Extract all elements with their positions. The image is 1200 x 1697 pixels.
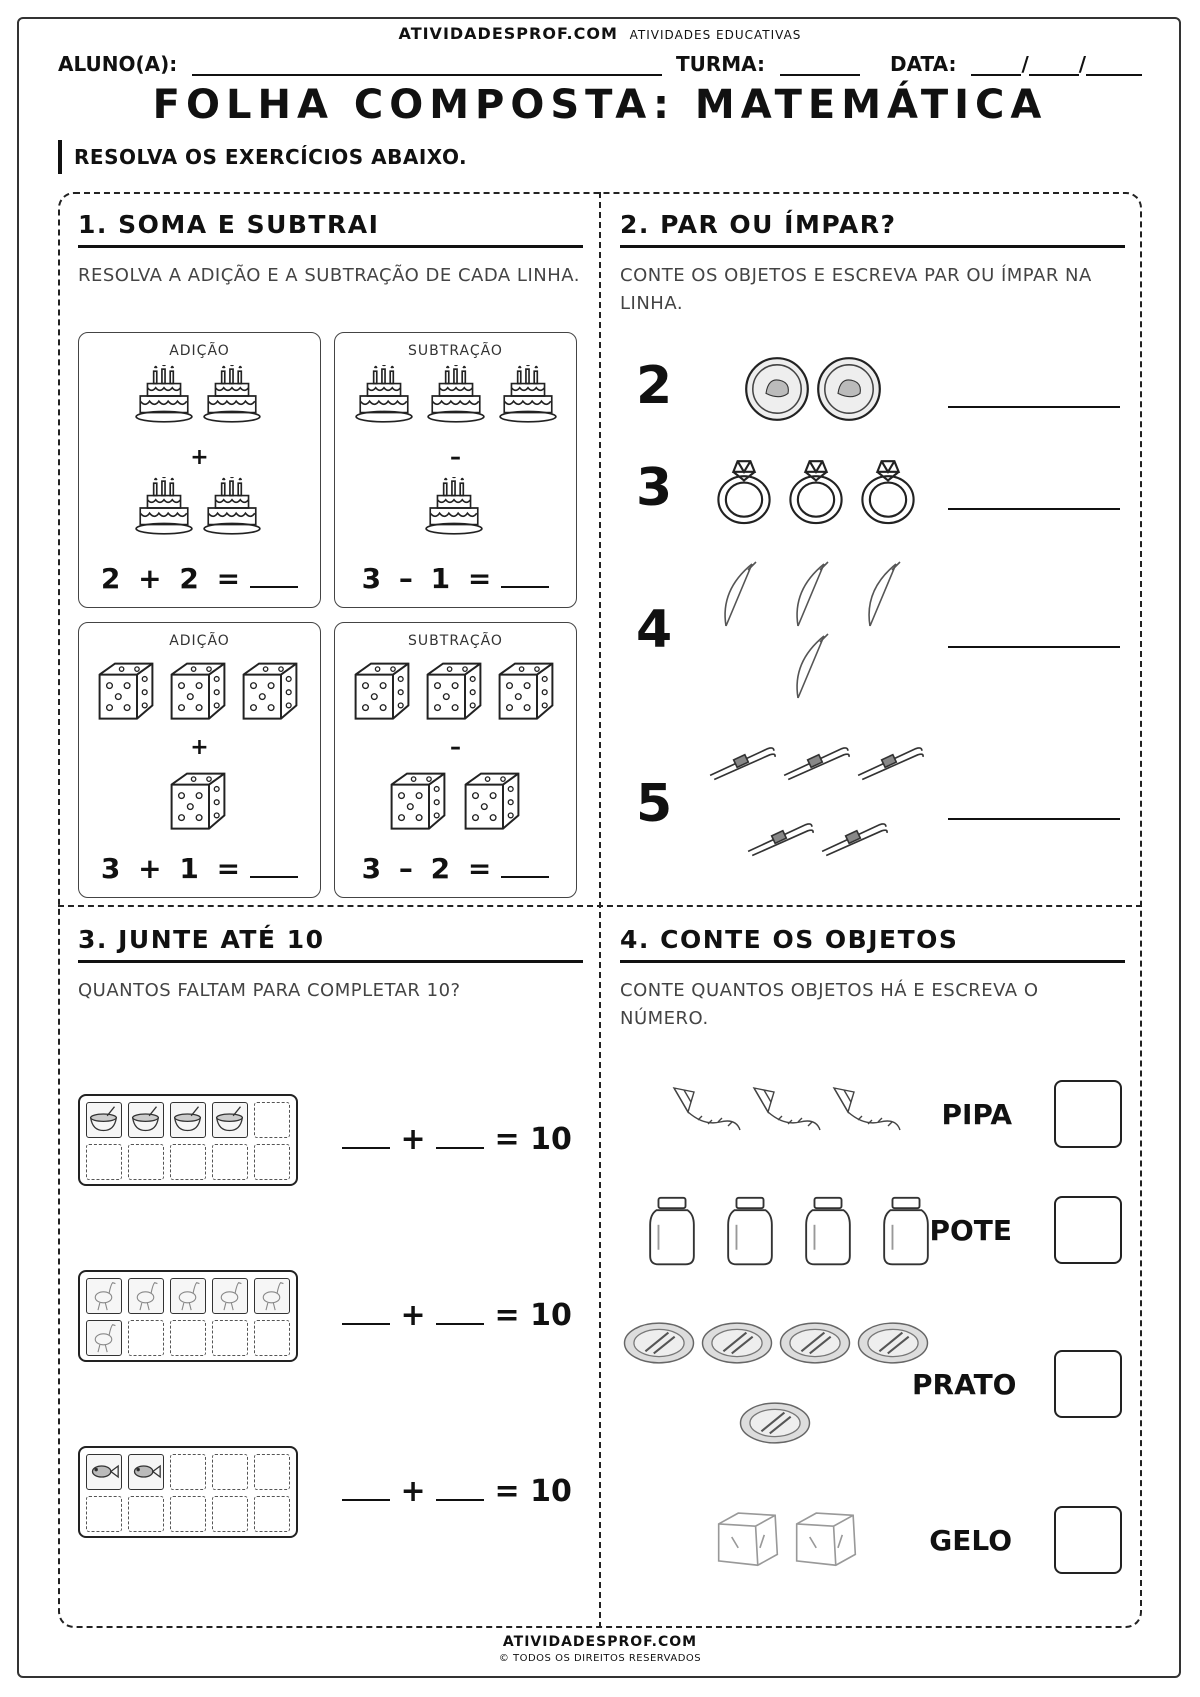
section4-instruction: CONTE QUANTOS OBJETOS HÁ E ESCREVA O NÚMERO. (620, 980, 1039, 1029)
student-name-field[interactable] (58, 52, 662, 76)
jar-icon (806, 1198, 850, 1265)
plate-icon-group (622, 1320, 932, 1450)
student-label: ALUNO(A): (58, 52, 178, 76)
ostrich-icon (87, 1279, 120, 1312)
parity-answer-line[interactable] (948, 646, 1120, 648)
jar-icon (728, 1198, 772, 1265)
answer-blank[interactable] (342, 1499, 390, 1501)
answer-blank[interactable] (436, 1147, 484, 1149)
site-tagline: ATIVIDADES EDUCATIVAS (629, 28, 802, 42)
kite-icon-group (664, 1082, 914, 1148)
sum-box-1 (78, 332, 321, 608)
section4-title: 4. CONTE OS OBJETOS (620, 925, 1125, 963)
equation-text: 3 – 2 = (361, 852, 496, 885)
footer-site: ATIVIDADESPROF.COM (502, 1634, 698, 1650)
class-field[interactable] (676, 52, 860, 76)
empty-cell (254, 1454, 290, 1490)
section3-instruction: QUANTOS FALTAM PARA COMPLETAR 10? (78, 980, 461, 1001)
bow-icon (797, 634, 828, 698)
equation-text: 3 + 1 = (100, 852, 245, 885)
cake-icon-group (423, 477, 489, 547)
sub-box-2 (334, 622, 577, 898)
box-label: SUBTRAÇÃO (408, 633, 503, 649)
page-instruction: RESOLVA OS EXERCÍCIOS ABAIXO. (58, 140, 467, 174)
empty-cell (170, 1496, 206, 1532)
section3-title: 3. JUNTE ATÉ 10 (78, 925, 583, 963)
sub-box-1 (334, 332, 577, 608)
footer-rights: © TODOS OS DIREITOS RESERVADOS (498, 1653, 702, 1664)
empty-cell (128, 1144, 164, 1180)
dice-icon (392, 774, 445, 829)
date-year-line[interactable] (1086, 54, 1142, 76)
count-label: PRATO (912, 1368, 1017, 1401)
sum-equation[interactable] (342, 1122, 572, 1157)
dice-icon-group (349, 657, 565, 727)
horizontal-divider (58, 905, 1142, 907)
empty-cell (212, 1454, 248, 1490)
cake-icon (136, 477, 192, 534)
parity-answer-line[interactable] (948, 406, 1120, 408)
section2-title: 2. PAR OU ÍMPAR? (620, 210, 1125, 248)
parity-answer-line[interactable] (948, 508, 1120, 510)
answer-blank[interactable] (250, 586, 298, 588)
section2-instruction: CONTE OS OBJETOS E ESCREVA PAR OU ÍMPAR NA LINHA. (620, 265, 1092, 314)
ostrich-icon (87, 1321, 120, 1354)
sum-box-2 (78, 622, 321, 898)
dice-icon (100, 664, 153, 719)
operator: – (450, 735, 461, 760)
dice-icon (356, 664, 409, 719)
vertical-divider (599, 192, 601, 1628)
jar-icon-group (646, 1192, 936, 1272)
filled-cell (128, 1278, 164, 1314)
filled-cell (86, 1454, 122, 1490)
plus-sign: + (400, 1474, 426, 1509)
section1 (78, 210, 583, 290)
section1-title: 1. SOMA E SUBTRAI (78, 210, 583, 248)
student-line[interactable] (192, 54, 662, 76)
filled-cell (86, 1278, 122, 1314)
empty-cell (170, 1144, 206, 1180)
ostrich-icon (255, 1279, 288, 1312)
empty-cell (254, 1102, 290, 1138)
equation[interactable] (79, 562, 320, 595)
ring-icon (718, 461, 769, 523)
parity-number: 5 (636, 774, 673, 834)
jar-icon (650, 1198, 694, 1265)
kite-icon (754, 1088, 820, 1130)
parity-answer-line[interactable] (948, 818, 1120, 820)
empty-cell (254, 1144, 290, 1180)
ice-cube-icon (719, 1513, 778, 1565)
kite-icon (674, 1088, 740, 1130)
equals-ten: = 10 (494, 1474, 572, 1509)
section3 (78, 925, 583, 1005)
plate-icon (859, 1323, 928, 1363)
bow-icon (725, 562, 756, 626)
sum-equation[interactable] (342, 1298, 572, 1333)
empty-cell (128, 1496, 164, 1532)
dice-icon (244, 664, 297, 719)
equals-ten: = 10 (494, 1122, 572, 1157)
sum-equation[interactable] (342, 1474, 572, 1509)
ice-cube-icon-group (710, 1504, 870, 1574)
answer-blank[interactable] (436, 1323, 484, 1325)
filled-cell (170, 1278, 206, 1314)
answer-blank[interactable] (501, 876, 549, 878)
dice-icon (172, 774, 225, 829)
bowl-icon (87, 1103, 120, 1136)
empty-cell (212, 1320, 248, 1356)
operator: + (190, 735, 209, 760)
count-label: POTE (929, 1214, 1012, 1247)
bow-icon-group (716, 556, 916, 706)
dice-icon (428, 664, 481, 719)
filled-cell (212, 1278, 248, 1314)
plate-icon (703, 1323, 772, 1363)
cake-icon (204, 477, 260, 534)
section4 (620, 925, 1125, 1033)
coin-icon-group (744, 352, 894, 424)
filled-cell (254, 1278, 290, 1314)
empty-cell (212, 1144, 248, 1180)
site-name: ATIVIDADESPROF.COM (398, 24, 618, 43)
site-header (0, 24, 1200, 43)
box-label: SUBTRAÇÃO (408, 343, 503, 359)
dice-icon (500, 664, 553, 719)
empty-cell (212, 1496, 248, 1532)
coin-icon (818, 358, 880, 420)
cake-icon (428, 365, 484, 422)
fish-icon (129, 1455, 162, 1488)
date-day-line[interactable] (971, 54, 1021, 76)
filled-cell (86, 1102, 122, 1138)
operator: + (190, 445, 209, 470)
empty-cell (170, 1320, 206, 1356)
fish-icon (87, 1455, 120, 1488)
cake-icon-group (353, 365, 563, 435)
dice-icon-group (385, 767, 529, 837)
date-label: DATA: (890, 52, 957, 76)
parity-number: 4 (636, 600, 673, 660)
answer-blank[interactable] (436, 1499, 484, 1501)
cake-icon (204, 365, 260, 422)
equation-text: 2 + 2 = (100, 562, 245, 595)
ski-icon (784, 748, 849, 780)
date-sep-1: / (1021, 52, 1029, 76)
ten-frame (78, 1094, 298, 1186)
dice-icon-group (93, 657, 309, 727)
empty-cell (254, 1496, 290, 1532)
equation[interactable] (335, 852, 576, 885)
equals-ten: = 10 (494, 1298, 572, 1333)
ostrich-icon (213, 1279, 246, 1312)
empty-cell (128, 1320, 164, 1356)
empty-cell (86, 1496, 122, 1532)
answer-blank[interactable] (250, 876, 298, 878)
filled-cell (128, 1102, 164, 1138)
operator: – (450, 445, 461, 470)
bow-icon (797, 562, 828, 626)
filled-cell (128, 1454, 164, 1490)
count-answer-box[interactable] (1054, 1196, 1122, 1264)
equation[interactable] (79, 852, 320, 885)
plus-sign: + (400, 1298, 426, 1333)
cake-icon-group (133, 477, 263, 547)
class-line[interactable] (780, 54, 860, 76)
section1-instruction: RESOLVA A ADIÇÃO E A SUBTRAÇÃO DE CADA LINHA. (78, 265, 580, 286)
equation-text: 3 – 1 = (361, 562, 496, 595)
ten-frame (78, 1446, 298, 1538)
filled-cell (170, 1102, 206, 1138)
equation[interactable] (335, 562, 576, 595)
answer-blank[interactable] (501, 586, 549, 588)
dice-icon (172, 664, 225, 719)
ski-icon (858, 748, 923, 780)
date-month-line[interactable] (1029, 54, 1079, 76)
section2 (620, 210, 1125, 318)
ring-icon-group (712, 452, 932, 532)
filled-cell (212, 1102, 248, 1138)
page-title: FOLHA COMPOSTA: MATEMÁTICA (152, 82, 1048, 128)
ostrich-icon (129, 1279, 162, 1312)
kite-icon (834, 1088, 900, 1130)
cake-icon (356, 365, 412, 422)
cake-icon (136, 365, 192, 422)
dice-icon-group (165, 767, 235, 837)
ostrich-icon (171, 1279, 204, 1312)
class-label: TURMA: (676, 52, 766, 76)
ring-icon (790, 461, 841, 523)
count-answer-box[interactable] (1054, 1506, 1122, 1574)
empty-cell (86, 1144, 122, 1180)
empty-cell (254, 1320, 290, 1356)
dice-icon (466, 774, 519, 829)
ski-icon (710, 748, 775, 780)
ski-icon (822, 824, 887, 856)
cake-icon-group (133, 365, 263, 435)
coin-icon (746, 358, 808, 420)
filled-cell (86, 1320, 122, 1356)
ski-icon (748, 824, 813, 856)
answer-blank[interactable] (342, 1147, 390, 1149)
box-label: ADIÇÃO (169, 343, 230, 359)
parity-number: 3 (636, 458, 673, 518)
cake-icon (500, 365, 556, 422)
count-label: PIPA (941, 1098, 1012, 1131)
empty-cell (170, 1454, 206, 1490)
ten-frame (78, 1270, 298, 1362)
plate-icon (741, 1403, 810, 1443)
plate-icon (625, 1323, 694, 1363)
date-field[interactable] (890, 52, 1142, 76)
plus-sign: + (400, 1122, 426, 1157)
ski-icon-group (706, 740, 936, 866)
bowl-icon (171, 1103, 204, 1136)
count-answer-box[interactable] (1054, 1080, 1122, 1148)
ring-icon (862, 461, 913, 523)
bowl-icon (213, 1103, 246, 1136)
date-sep-2: / (1078, 52, 1087, 76)
bow-icon (869, 562, 900, 626)
count-answer-box[interactable] (1054, 1350, 1122, 1418)
bowl-icon (129, 1103, 162, 1136)
box-label: ADIÇÃO (169, 633, 230, 649)
count-label: GELO (929, 1524, 1012, 1557)
plate-icon (781, 1323, 850, 1363)
ice-cube-icon (797, 1513, 856, 1565)
cake-icon (426, 477, 482, 534)
answer-blank[interactable] (342, 1323, 390, 1325)
parity-number: 2 (636, 356, 673, 416)
